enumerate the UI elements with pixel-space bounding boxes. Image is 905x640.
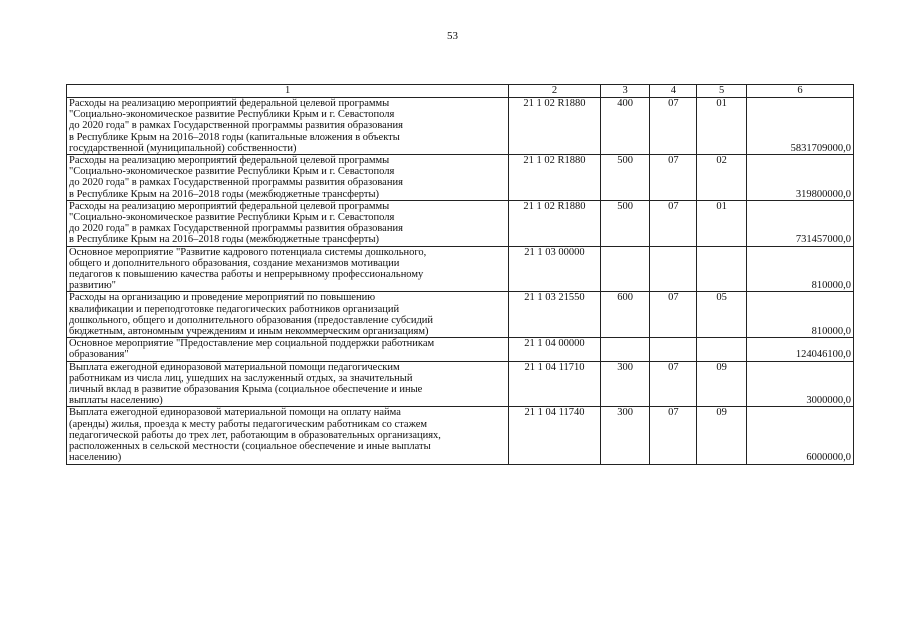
table-row — [67, 98, 854, 155]
subsection-code: 01 — [697, 98, 747, 155]
header-cell: 3 — [600, 85, 650, 98]
target-code: 21 1 02 R1880 — [509, 98, 600, 155]
description-line: общего и дополнительного образования, создание механизмов мотивации — [69, 257, 400, 269]
item-description — [67, 407, 509, 464]
target-code: 21 1 04 11740 — [509, 407, 600, 464]
budget-table — [66, 84, 854, 465]
description-line: в Республике Крым на 2016–2018 годы (межбюджетные трансферты) — [69, 188, 380, 200]
header-row — [67, 85, 854, 98]
subsection-code: 09 — [697, 361, 747, 407]
header-cell: 2 — [509, 85, 600, 98]
description-line: развитию" — [69, 280, 116, 292]
description-line: (аренды) жилья, проезда к месту работы педагогическим работникам со стажем — [69, 418, 427, 430]
target-code: 21 1 04 00000 — [509, 338, 600, 361]
table-row — [67, 407, 854, 464]
amount: 3000000,0 — [747, 361, 854, 407]
item-description — [67, 155, 509, 201]
table-row — [67, 292, 854, 338]
description-line: образования" — [69, 349, 129, 361]
table-row — [67, 338, 854, 361]
item-description — [67, 98, 509, 155]
description-line: дошкольного, общего и дополнительного образования (предоставление субсидий — [69, 314, 434, 326]
amount: 6000000,0 — [747, 407, 854, 464]
target-code: 21 1 04 11710 — [509, 361, 600, 407]
subsection-code: 01 — [697, 200, 747, 246]
expense-type — [600, 246, 650, 292]
description-line: педагогической работы до трех лет, работающим в образовательных организациях, — [69, 429, 441, 441]
description-line: населению) — [69, 452, 122, 464]
description-line: личный вклад в развитие образования Крыма (социальное обеспечение и иные — [69, 384, 423, 396]
description-line: педагогов к повышению качества работы и непрерывному профессиональному — [69, 269, 424, 281]
amount: 810000,0 — [747, 246, 854, 292]
description-line: "Социально-экономическое развитие Республики Крым и г. Севастополя — [69, 212, 395, 224]
header-cell: 6 — [747, 85, 854, 98]
description-line: Расходы на организацию и проведение мероприятий по повышению — [69, 292, 376, 304]
section-code: 07 — [650, 361, 697, 407]
table-row — [67, 155, 854, 201]
amount: 5831709000,0 — [747, 98, 854, 155]
subsection-code — [697, 338, 747, 361]
subsection-code: 02 — [697, 155, 747, 201]
table-row — [67, 200, 854, 246]
section-code — [650, 338, 697, 361]
header-cell: 5 — [697, 85, 747, 98]
section-code: 07 — [650, 155, 697, 201]
subsection-code — [697, 246, 747, 292]
description-line: Расходы на реализацию мероприятий федеральной целевой программы — [69, 200, 390, 212]
description-line: до 2020 года" в рамках Государственной программы развития образования — [69, 223, 403, 235]
target-code: 21 1 03 00000 — [509, 246, 600, 292]
item-description — [67, 361, 509, 407]
expense-type — [600, 338, 650, 361]
target-code: 21 1 03 21550 — [509, 292, 600, 338]
target-code: 21 1 02 R1880 — [509, 200, 600, 246]
item-description — [67, 338, 509, 361]
amount: 124046100,0 — [747, 338, 854, 361]
amount: 731457000,0 — [747, 200, 854, 246]
page-number: 53 — [447, 30, 458, 42]
description-line: Основное мероприятие "Развитие кадрового потенциала системы дошкольного, — [69, 246, 427, 258]
amount: 319800000,0 — [747, 155, 854, 201]
description-line: Выплата ежегодной единоразовой материальной помощи педагогическим — [69, 361, 400, 373]
section-code: 07 — [650, 98, 697, 155]
item-description — [67, 292, 509, 338]
subsection-code: 05 — [697, 292, 747, 338]
section-code — [650, 246, 697, 292]
section-code: 07 — [650, 200, 697, 246]
section-code: 07 — [650, 292, 697, 338]
description-line: Выплата ежегодной единоразовой материальной помощи на оплату найма — [69, 407, 401, 419]
description-line: "Социально-экономическое развитие Республики Крым и г. Севастополя — [69, 109, 395, 121]
item-description — [67, 246, 509, 292]
expense-type: 300 — [600, 361, 650, 407]
description-line: работникам из числа лиц, ушедших на заслуженный отдых, за значительный — [69, 372, 413, 384]
item-description — [67, 200, 509, 246]
description-line: расположенных в сельской местности (социальное обеспечение и иные выплаты — [69, 441, 431, 453]
description-line: государственной (муниципальной) собственности) — [69, 142, 297, 154]
header-cell: 4 — [650, 85, 697, 98]
description-line: Расходы на реализацию мероприятий федеральной целевой программы — [69, 155, 390, 167]
description-line: выплаты населению) — [69, 395, 163, 407]
expense-type: 400 — [600, 98, 650, 155]
description-line: в Республике Крым на 2016–2018 годы (межбюджетные трансферты) — [69, 234, 380, 246]
target-code: 21 1 02 R1880 — [509, 155, 600, 201]
expense-type: 600 — [600, 292, 650, 338]
expense-type: 500 — [600, 155, 650, 201]
expense-type: 500 — [600, 200, 650, 246]
description-line: "Социально-экономическое развитие Республики Крым и г. Севастополя — [69, 166, 395, 178]
description-line: до 2020 года" в рамках Государственной программы развития образования — [69, 120, 403, 132]
description-line: Расходы на реализацию мероприятий федеральной целевой программы — [69, 98, 390, 109]
table-row — [67, 246, 854, 292]
table-row — [67, 361, 854, 407]
description-line: до 2020 года" в рамках Государственной программы развития образования — [69, 177, 403, 189]
section-code: 07 — [650, 407, 697, 464]
description-line: квалификации и переподготовке педагогических работников организаций — [69, 303, 400, 315]
expense-type: 300 — [600, 407, 650, 464]
subsection-code: 09 — [697, 407, 747, 464]
header-cell: 1 — [67, 85, 509, 98]
description-line: бюджетным, автономным учреждениям и иным некоммерческим организациям) — [69, 326, 429, 338]
amount: 810000,0 — [747, 292, 854, 338]
description-line: в Республике Крым на 2016–2018 годы (капитальные вложения в объекты — [69, 131, 400, 143]
description-line: Основное мероприятие "Предоставление мер социальной поддержки работникам — [69, 338, 435, 350]
